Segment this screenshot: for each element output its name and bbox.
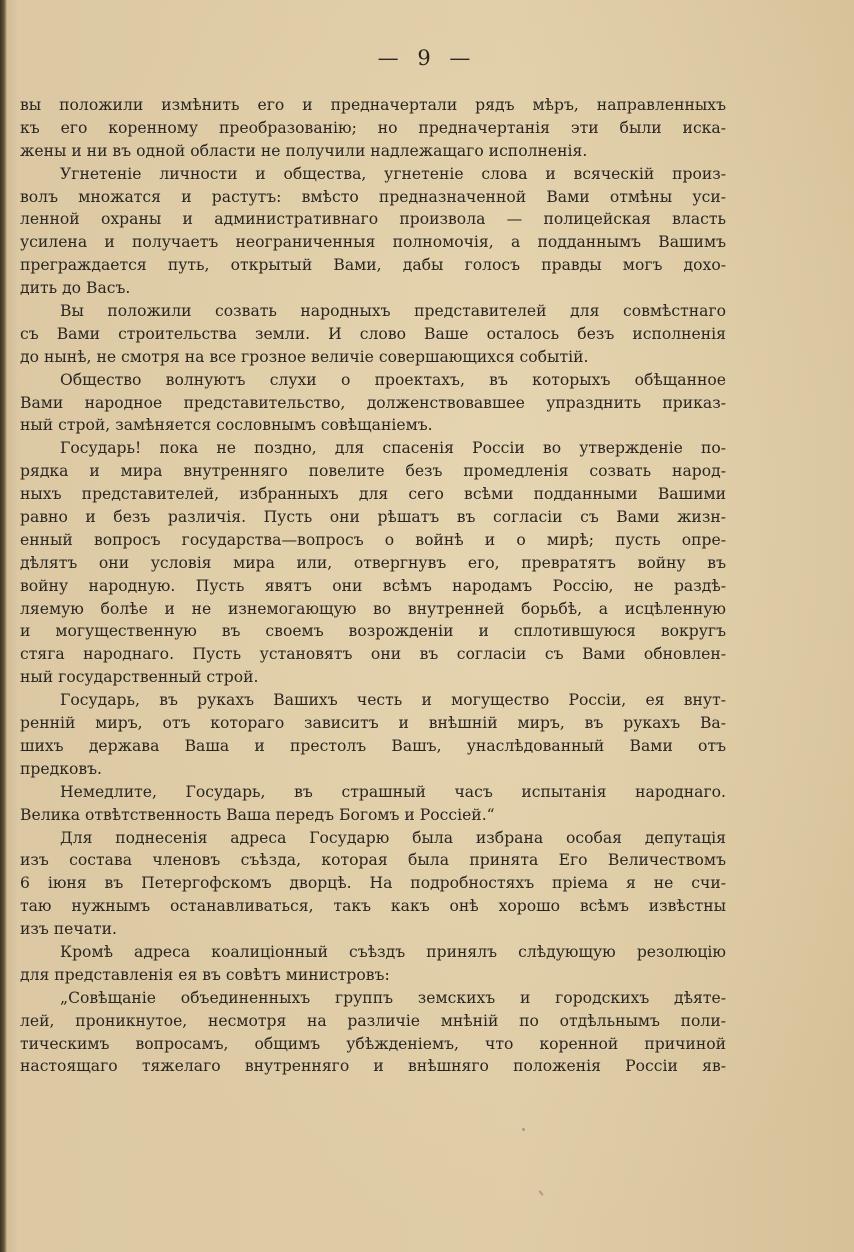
text-line: стяга народнаго. Пусть установятъ они въ согласіи съ Вами обновлен- (20, 645, 726, 664)
text-line: жены и ни въ одной области не получили надлежащаго исполненія. (20, 141, 588, 160)
text-line: дѣлятъ они условія мира или, отвергнувъ его, превратятъ войну въ (20, 553, 726, 572)
text-line: Велика отвѣтственность Ваша передъ Богомъ и Россіей.“ (20, 805, 495, 824)
text-line: таю нужнымъ останавливаться, такъ какъ онѣ хорошо всѣмъ извѣстны (20, 897, 726, 916)
text-line: Для поднесенія адреса Государю была избрана особая депутація (60, 828, 726, 847)
text-line: Государь, въ рукахъ Вашихъ честь и могущество Россіи, ея внут- (60, 691, 726, 710)
text-line: Немедлите, Государь, въ страшный часъ испытанія народнаго. (60, 782, 726, 801)
text-line: Вами народное представительство, долженствовавшее упразднить приказ- (20, 393, 726, 412)
text-line: дить до Васъ. (20, 279, 131, 298)
text-line: Угнетеніе личности и общества, угнетеніе слова и всяческій произ- (60, 164, 726, 183)
text-line: лей, проникнутое, несмотря на различіе мнѣній по отдѣльнымъ поли- (20, 1011, 726, 1030)
text-line: преграждается путь, открытый Вами, дабы голосъ правды могъ дохо- (20, 256, 726, 275)
text-line: 6 іюня въ Петергофскомъ дворцѣ. На подробностяхъ пріема я не счи- (20, 874, 726, 893)
text-line: волъ множатся и растутъ: вмѣсто предназначенной Вами отмѣны уси- (20, 187, 726, 206)
text-line: съ Вами строительства земли. И слово Ваше осталось безъ исполненія (20, 324, 726, 343)
text-line: ляемую болѣе и не изнемогающую во внутренней борьбѣ, а исцѣленную (20, 599, 726, 618)
text-line: къ его коренному преобразованію; но предначертанія эти были иска- (20, 118, 726, 137)
page-number: — 9 — (377, 46, 477, 70)
text-line: рядка и мира внутренняго повелите безъ промедленія созвать народ- (20, 462, 726, 481)
text-line: для представленія ея въ совѣтъ министровъ: (20, 965, 390, 984)
body-text (20, 94, 726, 1078)
text-line: Общество волнуютъ слухи о проектахъ, въ которыхъ обѣщанное (60, 370, 726, 389)
text-line: Государь! пока не поздно, для спасенія Россіи во утвержденіе по- (60, 439, 726, 458)
text-line: шихъ держава Ваша и престолъ Вашъ, унаслѣдованный Вами отъ (20, 736, 726, 755)
text-line: „Совѣщаніе объединенныхъ группъ земскихъ и городскихъ дѣяте- (60, 988, 726, 1007)
text-line: равно и безъ различія. Пусть они рѣшатъ въ согласіи съ Вами жизн- (20, 508, 726, 527)
text-line: до нынѣ, не смотря на все грозное величіе совершающихся событій. (20, 347, 589, 366)
text-line: и могущественную въ своемъ возрожденіи и сплотившуюся вокругъ (20, 622, 726, 641)
text-line: ныхъ представителей, избранныхъ для сего всѣми подданными Вашими (20, 485, 726, 504)
text-line: Кромѣ адреса коалиціонный съѣздъ принялъ слѣдующую резолюцію (60, 942, 726, 961)
text-line: ленной охраны и административнаго произвола — полицейская власть (20, 210, 726, 229)
text-line: ный строй, замѣняется сословнымъ совѣщаніемъ. (20, 416, 433, 435)
text-line: тическимъ вопросамъ, общимъ убѣжденіемъ, что коренной причиной (20, 1034, 726, 1053)
text-line: настоящаго тяжелаго внутренняго и внѣшняго положенія Россіи яв- (20, 1057, 726, 1076)
text-line: усилена и получаетъ неограниченныя полномочія, а подданнымъ Вашимъ (20, 233, 726, 252)
text-line: енный вопросъ государства—вопросъ о войнѣ и о мирѣ; пусть опре- (20, 530, 726, 549)
text-line: предковъ. (20, 759, 102, 778)
book-spine-shadow (0, 0, 7, 1252)
text-line: ный государственный строй. (20, 668, 259, 687)
text-line: ренній миръ, отъ котораго зависитъ и внѣшній миръ, въ рукахъ Ва- (20, 714, 726, 733)
paper-speck (522, 1128, 525, 1131)
paper-speck (538, 1190, 543, 1196)
text-line: вы положили измѣнить его и предначертали рядъ мѣръ, направленныхъ (20, 96, 726, 114)
text-line: Вы положили созвать народныхъ представителей для совмѣстнаго (60, 302, 726, 321)
text-line: войну народную. Пусть явятъ они всѣмъ народамъ Россію, не раздѣ- (20, 576, 726, 595)
text-line: изъ состава членовъ съѣзда, которая была принята Его Величествомъ (20, 851, 726, 870)
text-line: изъ печати. (20, 920, 117, 939)
